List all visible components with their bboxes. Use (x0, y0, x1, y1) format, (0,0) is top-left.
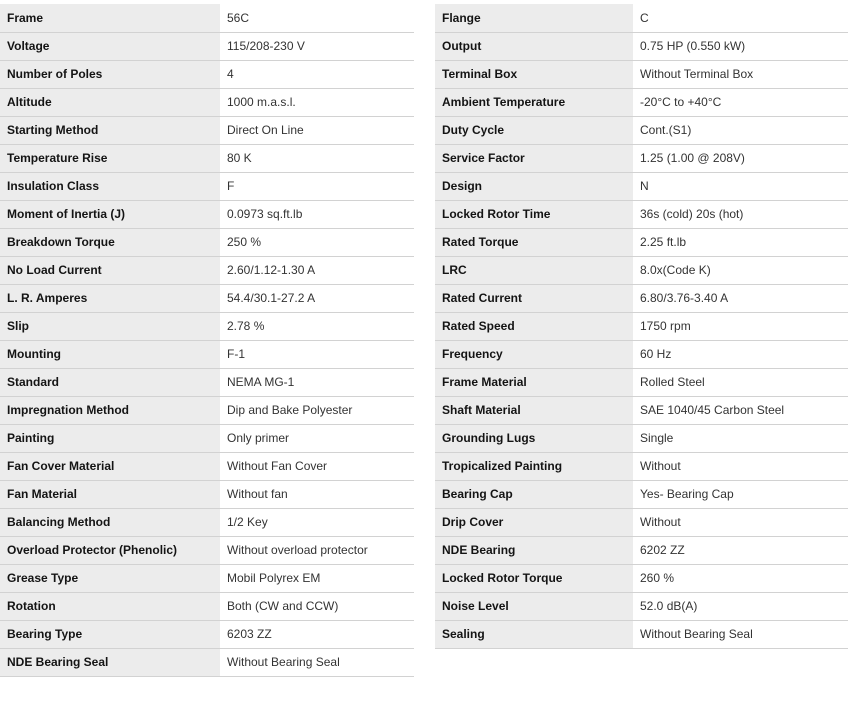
spec-value: 60 Hz (633, 340, 848, 368)
spec-label: Rated Current (435, 284, 633, 312)
spec-value: 6202 ZZ (633, 536, 848, 564)
spec-row (0, 60, 414, 88)
spec-row (0, 32, 414, 60)
spec-row (0, 284, 414, 312)
spec-value: -20°C to +40°C (633, 88, 848, 116)
spec-label: Rated Speed (435, 312, 633, 340)
spec-value: 0.75 HP (0.550 kW) (633, 32, 848, 60)
spec-row (435, 144, 848, 172)
spec-row (435, 172, 848, 200)
spec-row (435, 116, 848, 144)
spec-label: Locked Rotor Torque (435, 564, 633, 592)
spec-row (435, 312, 848, 340)
spec-row (0, 396, 414, 424)
spec-value: 250 % (220, 228, 414, 256)
spec-row (0, 340, 414, 368)
spec-label: Fan Material (0, 480, 220, 508)
spec-label: Flange (435, 4, 633, 32)
spec-value: Both (CW and CCW) (220, 592, 414, 620)
spec-value: Without Bearing Seal (220, 648, 414, 676)
spec-label: Duty Cycle (435, 116, 633, 144)
spec-label: Altitude (0, 88, 220, 116)
spec-value: Without Terminal Box (633, 60, 848, 88)
spec-row (435, 592, 848, 620)
spec-row (0, 144, 414, 172)
spec-row (0, 564, 414, 592)
spec-value: 1000 m.a.s.l. (220, 88, 414, 116)
spec-row (435, 32, 848, 60)
spec-label: Moment of Inertia (J) (0, 200, 220, 228)
spec-value: Yes- Bearing Cap (633, 480, 848, 508)
spec-label: Tropicalized Painting (435, 452, 633, 480)
spec-row (0, 536, 414, 564)
spec-value: 1750 rpm (633, 312, 848, 340)
spec-row (435, 480, 848, 508)
spec-value: Without Bearing Seal (633, 620, 848, 648)
spec-label: Impregnation Method (0, 396, 220, 424)
spec-row (435, 536, 848, 564)
spec-label: Ambient Temperature (435, 88, 633, 116)
spec-row (435, 256, 848, 284)
spec-label: Shaft Material (435, 396, 633, 424)
spec-row (435, 88, 848, 116)
spec-value: Mobil Polyrex EM (220, 564, 414, 592)
spec-row (0, 4, 414, 32)
spec-value: F-1 (220, 340, 414, 368)
spec-value: 36s (cold) 20s (hot) (633, 200, 848, 228)
spec-label: Starting Method (0, 116, 220, 144)
spec-value: 80 K (220, 144, 414, 172)
spec-row (435, 284, 848, 312)
spec-value: 4 (220, 60, 414, 88)
spec-value: 6.80/3.76-3.40 A (633, 284, 848, 312)
spec-value: 0.0973 sq.ft.lb (220, 200, 414, 228)
spec-label: Slip (0, 312, 220, 340)
spec-row (435, 508, 848, 536)
spec-row (435, 396, 848, 424)
spec-row (0, 256, 414, 284)
spec-row (0, 200, 414, 228)
spec-row (0, 508, 414, 536)
spec-row (0, 480, 414, 508)
spec-value: 1.25 (1.00 @ 208V) (633, 144, 848, 172)
spec-row (435, 620, 848, 648)
spec-label: Voltage (0, 32, 220, 60)
spec-label: Frame (0, 4, 220, 32)
spec-value: SAE 1040/45 Carbon Steel (633, 396, 848, 424)
spec-label: Sealing (435, 620, 633, 648)
spec-value: Direct On Line (220, 116, 414, 144)
spec-row (0, 228, 414, 256)
spec-label: Design (435, 172, 633, 200)
spec-row (435, 564, 848, 592)
spec-label: Standard (0, 368, 220, 396)
spec-label: NDE Bearing (435, 536, 633, 564)
spec-label: Balancing Method (0, 508, 220, 536)
spec-value: 2.78 % (220, 312, 414, 340)
spec-label: Overload Protector (Phenolic) (0, 536, 220, 564)
spec-row (435, 424, 848, 452)
spec-value: Single (633, 424, 848, 452)
spec-value: 54.4/30.1-27.2 A (220, 284, 414, 312)
spec-table-right (435, 4, 848, 649)
spec-value: Dip and Bake Polyester (220, 396, 414, 424)
spec-value: 260 % (633, 564, 848, 592)
spec-value: 56C (220, 4, 414, 32)
spec-label: Fan Cover Material (0, 452, 220, 480)
spec-row (435, 368, 848, 396)
spec-row (0, 424, 414, 452)
spec-value: 1/2 Key (220, 508, 414, 536)
spec-value: F (220, 172, 414, 200)
spec-label: Mounting (0, 340, 220, 368)
spec-label: Frame Material (435, 368, 633, 396)
spec-table-left-body (0, 4, 414, 676)
spec-value: 115/208-230 V (220, 32, 414, 60)
spec-row (435, 4, 848, 32)
spec-row (0, 648, 414, 676)
spec-label: Locked Rotor Time (435, 200, 633, 228)
spec-value: 52.0 dB(A) (633, 592, 848, 620)
spec-label: Service Factor (435, 144, 633, 172)
spec-row (0, 368, 414, 396)
spec-value: Without (633, 508, 848, 536)
spec-label: Painting (0, 424, 220, 452)
spec-label: No Load Current (0, 256, 220, 284)
spec-value: C (633, 4, 848, 32)
spec-value: 8.0x(Code K) (633, 256, 848, 284)
spec-label: L. R. Amperes (0, 284, 220, 312)
spec-value: Cont.(S1) (633, 116, 848, 144)
spec-row (0, 172, 414, 200)
spec-label: Noise Level (435, 592, 633, 620)
spec-value: 2.60/1.12-1.30 A (220, 256, 414, 284)
spec-label: NDE Bearing Seal (0, 648, 220, 676)
spec-label: Breakdown Torque (0, 228, 220, 256)
spec-label: Temperature Rise (0, 144, 220, 172)
spec-row (0, 312, 414, 340)
spec-row (435, 60, 848, 88)
spec-value: 6203 ZZ (220, 620, 414, 648)
spec-value: Without fan (220, 480, 414, 508)
spec-value: Only primer (220, 424, 414, 452)
spec-table-right-body (435, 4, 848, 648)
spec-row (0, 116, 414, 144)
spec-row (0, 620, 414, 648)
spec-label: Rotation (0, 592, 220, 620)
spec-label: LRC (435, 256, 633, 284)
spec-value: NEMA MG-1 (220, 368, 414, 396)
spec-label: Grounding Lugs (435, 424, 633, 452)
spec-value: 2.25 ft.lb (633, 228, 848, 256)
spec-value: Without overload protector (220, 536, 414, 564)
spec-label: Grease Type (0, 564, 220, 592)
spec-label: Terminal Box (435, 60, 633, 88)
spec-row (435, 452, 848, 480)
spec-label: Rated Torque (435, 228, 633, 256)
spec-label: Number of Poles (0, 60, 220, 88)
spec-row (435, 340, 848, 368)
spec-row (435, 200, 848, 228)
spec-row (0, 592, 414, 620)
spec-label: Drip Cover (435, 508, 633, 536)
spec-row (435, 228, 848, 256)
spec-label: Output (435, 32, 633, 60)
spec-row (0, 452, 414, 480)
spec-value: Without (633, 452, 848, 480)
spec-value: Rolled Steel (633, 368, 848, 396)
spec-row (0, 88, 414, 116)
spec-label: Bearing Type (0, 620, 220, 648)
spec-label: Insulation Class (0, 172, 220, 200)
spec-label: Bearing Cap (435, 480, 633, 508)
spec-value: N (633, 172, 848, 200)
spec-label: Frequency (435, 340, 633, 368)
spec-value: Without Fan Cover (220, 452, 414, 480)
spec-table-left (0, 4, 414, 677)
